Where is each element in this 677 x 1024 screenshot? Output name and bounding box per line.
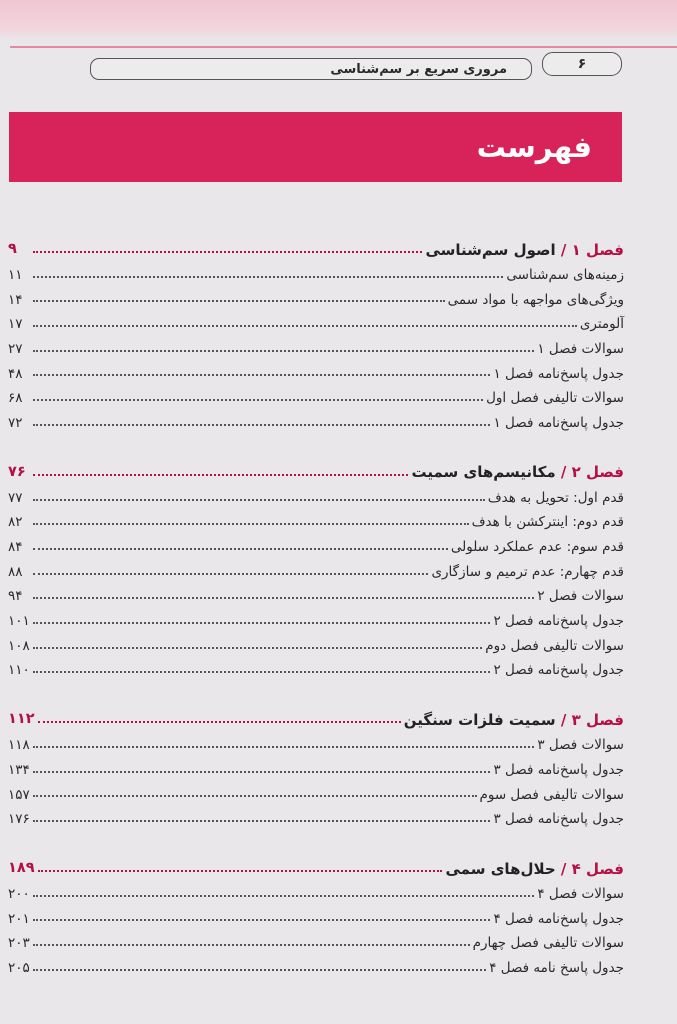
toc-entry-label: جدول پاسخ‌نامه فصل ۱ — [493, 365, 624, 382]
toc-entry-label: قدم اول: تحویل به هدف — [487, 489, 624, 506]
toc-entry[interactable] — [8, 926, 624, 951]
dot-leader — [38, 870, 443, 872]
toc-entry[interactable] — [8, 778, 624, 803]
toc-entry-page: ۱۱ — [8, 266, 23, 283]
chapter-section — [8, 232, 624, 431]
dot-leader — [33, 647, 482, 649]
dot-leader — [33, 573, 428, 575]
running-title: مروری سریع بر سم‌شناسی — [90, 58, 532, 80]
toc-entry-label: سوالات فصل ۱ — [537, 340, 624, 357]
toc-entry-label: قدم دوم: اینترکشن با هدف — [471, 514, 624, 531]
toc-entry-page: ۲۰۰ — [8, 885, 30, 902]
dot-leader — [33, 622, 490, 624]
dot-leader — [33, 746, 534, 748]
toc-entry-page: ۲۰۵ — [8, 959, 30, 976]
toc-entry-label: آلومتری — [579, 316, 624, 333]
chapter-page-number: ۷۶ — [8, 463, 26, 480]
toc-entry-label: جدول پاسخ‌نامه فصل ۳ — [493, 761, 624, 778]
toc-entry-page: ۲۰۳ — [8, 935, 30, 952]
toc-entry[interactable] — [8, 357, 624, 382]
dot-leader — [33, 795, 477, 797]
chapter-page-number: ۱۱۲ — [8, 711, 35, 728]
dot-leader — [33, 969, 486, 971]
toc-entry[interactable] — [8, 654, 624, 679]
toc-entry[interactable] — [8, 530, 624, 555]
chapter-page-number: ۹ — [8, 241, 17, 258]
toc-banner — [9, 112, 622, 182]
toc-entry[interactable] — [8, 753, 624, 778]
dot-leader — [33, 300, 445, 302]
chapter-title: مکانیسم‌های سمیت — [411, 463, 556, 482]
toc-entry-label: قدم سوم: عدم عملکرد سلولی — [450, 539, 624, 556]
toc-entry-label: سوالات تالیفی فصل اول — [486, 390, 624, 407]
dot-leader — [33, 350, 534, 352]
toc-entry-label: جدول پاسخ‌نامه فصل ۲ — [493, 662, 624, 679]
chapter-number: فصل ۴ / — [555, 859, 624, 878]
dot-leader — [33, 399, 483, 401]
toc-entry-page: ۸۲ — [8, 514, 23, 531]
toc-entry-label: جدول پاسخ‌نامه فصل ۱ — [493, 414, 624, 431]
toc-entry[interactable] — [8, 728, 624, 753]
chapter-section — [8, 851, 624, 976]
chapter-heading[interactable] — [8, 851, 624, 877]
dot-leader — [33, 474, 408, 476]
toc-entry-page: ۱۱۰ — [8, 662, 30, 679]
dot-leader — [33, 820, 490, 822]
chapter-number: فصل ۱ / — [555, 240, 624, 259]
toc-entry[interactable] — [8, 307, 624, 332]
dot-leader — [33, 424, 490, 426]
toc-entry[interactable] — [8, 258, 624, 283]
toc-entry-page: ۱۴ — [8, 291, 23, 308]
dot-leader — [33, 671, 490, 673]
chapter-section — [8, 702, 624, 827]
toc-entry-label: جدول پاسخ‌نامه فصل ۳ — [493, 811, 624, 828]
dot-leader — [33, 548, 448, 550]
chapter-heading-label — [425, 242, 624, 259]
toc-entry-page: ۲۷ — [8, 340, 23, 357]
toc-entry-page: ۱۰۱ — [8, 613, 30, 630]
toc-entry-page: ۱۷۶ — [8, 811, 30, 828]
toc-title: فهرست — [476, 130, 592, 164]
toc-entry-page: ۱۷ — [8, 316, 23, 333]
chapter-heading-label — [445, 861, 624, 878]
toc-entry-label: جدول پاسخ‌نامه فصل ۲ — [493, 613, 624, 630]
toc-entry[interactable] — [8, 629, 624, 654]
toc-entry[interactable] — [8, 481, 624, 506]
dot-leader — [33, 523, 469, 525]
chapter-number: فصل ۳ / — [555, 710, 624, 729]
toc-entry[interactable] — [8, 381, 624, 406]
toc-entry[interactable] — [8, 506, 624, 531]
toc-entry[interactable] — [8, 951, 624, 976]
toc-entry-page: ۷۷ — [8, 489, 23, 506]
toc-entry[interactable] — [8, 902, 624, 927]
chapter-title: سمیت فلزات سنگین — [403, 710, 556, 729]
toc-entry-page: ۸۸ — [8, 563, 23, 580]
toc-entry[interactable] — [8, 283, 624, 308]
toc-entry-label: زمینه‌های سم‌شناسی — [506, 266, 624, 283]
page-number: ۶ — [542, 52, 622, 76]
toc-entry-page: ۹۴ — [8, 588, 23, 605]
toc-entry-page: ۸۴ — [8, 539, 23, 556]
dot-leader — [33, 251, 422, 253]
chapter-heading[interactable] — [8, 232, 624, 258]
chapter-section — [8, 455, 624, 679]
dot-leader — [33, 276, 503, 278]
toc-entry-page: ۷۲ — [8, 414, 23, 431]
top-color-band — [0, 0, 677, 40]
dot-leader — [33, 499, 485, 501]
toc-entry[interactable] — [8, 580, 624, 605]
toc-entry-label: سوالات تالیفی فصل دوم — [485, 637, 624, 654]
chapter-heading-label — [411, 464, 624, 481]
toc-entry[interactable] — [8, 802, 624, 827]
dot-leader — [38, 721, 401, 723]
dot-leader — [33, 597, 534, 599]
dot-leader — [33, 944, 470, 946]
toc-entry-page: ۱۳۴ — [8, 761, 30, 778]
dot-leader — [33, 325, 577, 327]
toc-entry-page: ۱۵۷ — [8, 786, 30, 803]
chapter-heading-label — [404, 712, 624, 729]
toc-entry[interactable] — [8, 877, 624, 902]
toc-entry-label: قدم چهارم: عدم ترمیم و سازگاری — [431, 563, 624, 580]
table-of-contents — [8, 232, 624, 1000]
chapter-page-number: ۱۸۹ — [8, 860, 35, 877]
toc-entry-label: سوالات تالیفی فصل چهارم — [472, 935, 624, 952]
toc-entry[interactable] — [8, 332, 624, 357]
header-divider — [10, 46, 677, 48]
chapter-title: اصول سم‌شناسی — [425, 240, 556, 259]
toc-entry-label: سوالات فصل ۳ — [537, 737, 624, 754]
chapter-heading[interactable] — [8, 455, 624, 481]
toc-entry[interactable] — [8, 555, 624, 580]
toc-entry-label: جدول پاسخ‌نامه فصل ۴ — [493, 910, 624, 927]
toc-entry-page: ۴۸ — [8, 365, 23, 382]
dot-leader — [33, 895, 534, 897]
toc-entry[interactable] — [8, 604, 624, 629]
chapter-title: حلال‌های سمی — [445, 859, 556, 878]
toc-entry-label: سوالات فصل ۴ — [537, 885, 624, 902]
toc-entry-label: سوالات فصل ۲ — [537, 588, 624, 605]
toc-entry-label: سوالات تالیفی فصل سوم — [479, 786, 624, 803]
dot-leader — [33, 374, 490, 376]
toc-entry-label: جدول پاسخ نامه فصل ۴ — [489, 959, 624, 976]
dot-leader — [33, 919, 490, 921]
toc-entry-page: ۶۸ — [8, 390, 23, 407]
toc-entry-page: ۱۱۸ — [8, 737, 30, 754]
toc-entry-page: ۱۰۸ — [8, 637, 30, 654]
toc-entry[interactable] — [8, 406, 624, 431]
dot-leader — [33, 771, 490, 773]
chapter-heading[interactable] — [8, 702, 624, 728]
toc-entry-page: ۲۰۱ — [8, 910, 30, 927]
chapter-number: فصل ۲ / — [555, 463, 624, 482]
toc-entry-label: ویژگی‌های مواجهه با مواد سمی — [447, 291, 624, 308]
